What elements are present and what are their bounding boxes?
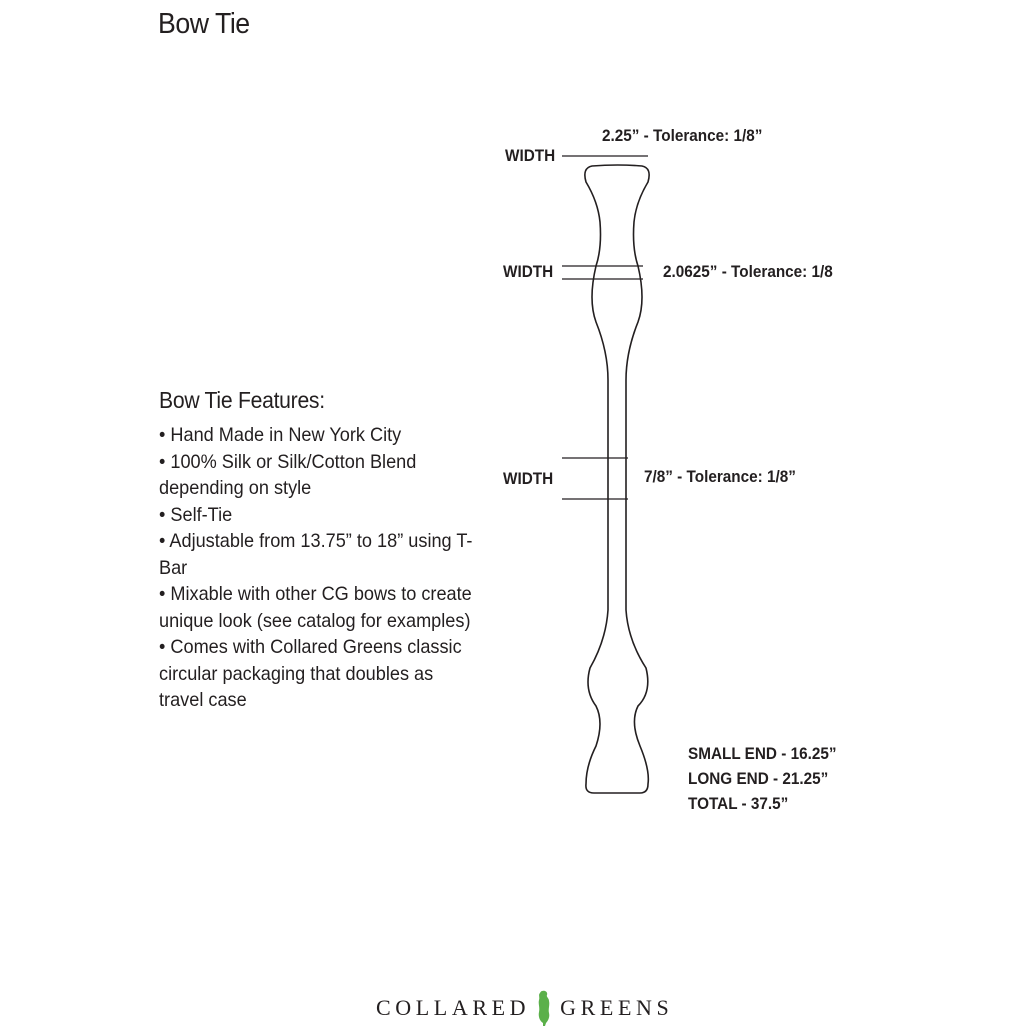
feature-item: • Mixable with other CG bows to create unique look (see catalog for examples) [159, 583, 472, 632]
feature-item: • Comes with Collared Greens classic circular packaging that doubles as travel case [159, 636, 462, 711]
feature-item: • Adjustable from 13.75” to 18” using T-Bar [159, 530, 473, 579]
feature-item: • Hand Made in New York City [159, 424, 402, 446]
width-value-middle: 2.0625” - Tolerance: 1/8 [663, 262, 833, 281]
width-value-lower: 7/8” - Tolerance: 1/8” [644, 467, 796, 486]
logo-word-left: COLLARED [376, 995, 531, 1020]
width-value-top: 2.25” - Tolerance: 1/8” [602, 126, 763, 145]
total-length: TOTAL - 37.5” [688, 794, 789, 813]
feature-item: • Self-Tie [159, 503, 233, 526]
width-label-top: WIDTH [505, 146, 556, 165]
small-end-length: SMALL END - 16.25” [688, 744, 837, 763]
width-label-middle: WIDTH [503, 262, 554, 281]
collared-greens-logo [376, 988, 673, 1028]
green-bird-silhouette-icon [532, 989, 554, 1027]
long-end-length: LONG END - 21.25” [688, 769, 829, 788]
length-specs [688, 741, 853, 816]
logo-word-right: GREENS [560, 995, 674, 1020]
bow-tie-outline [585, 165, 649, 793]
width-label-lower: WIDTH [503, 469, 554, 488]
page-title: Bow Tie [158, 8, 250, 40]
features-heading: Bow Tie Features: [159, 387, 325, 413]
feature-item: • 100% Silk or Silk/Cotton Blend depending on style [159, 450, 417, 499]
